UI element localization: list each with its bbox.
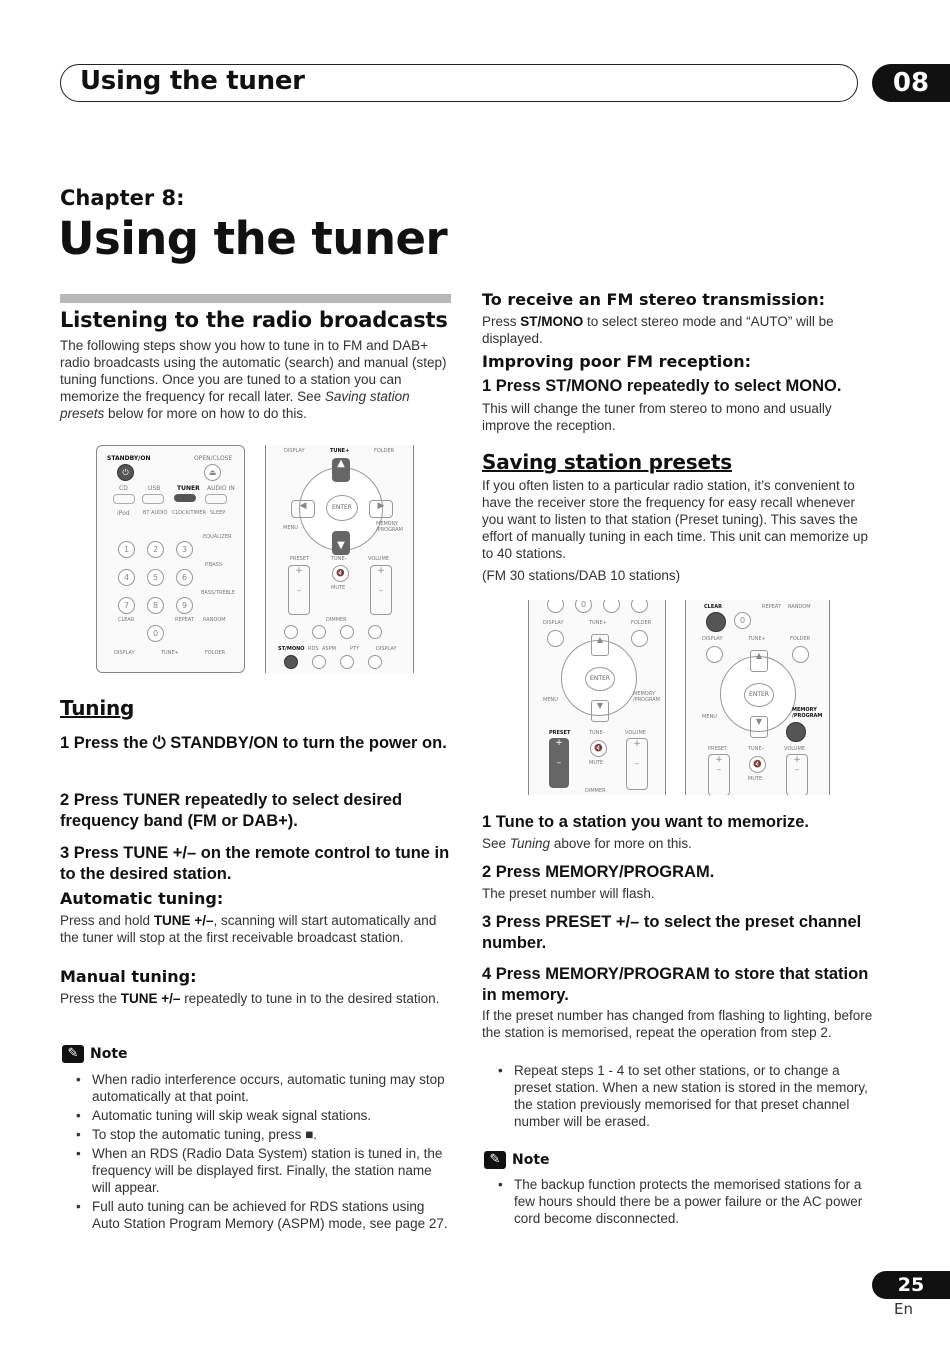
list-item: • To stop the automatic tuning, press ■. [70, 1126, 452, 1143]
poor-reception-step: 1 Press ST/MONO repeatedly to select MONO. [482, 377, 842, 395]
poor-reception-title: Improving poor FM reception: [482, 352, 752, 371]
list-item: • When radio interference occurs, automatic tuning may stop automatically at that point. [70, 1071, 452, 1105]
manual-tuning-title: Manual tuning: [60, 967, 197, 986]
auto-tuning-title: Automatic tuning: [60, 889, 224, 908]
fm-stereo-text: Press ST/MONO to select stereo mode and “AUTO” will be displayed. [482, 314, 834, 346]
section-title-presets: Saving station presets [482, 450, 732, 474]
section-divider-bar [60, 294, 451, 303]
poor-reception-text: This will change the tuner from stereo to mono and usually improve the reception. [482, 401, 832, 433]
presets-intro: If you often listen to a particular radio station, it’s convenient to have the receiver store the frequency for easy recall whenever you want to listen to that station (Preset tuning). This saves the effort of manually tuning in each time. This unit can memorize up to 40 stations. [482, 478, 868, 561]
remote-illustration-dpad: DISPLAY TUNE+ FOLDER ▲ ▼ ◀ ▶ ENTER MENU MEMORY /PROGRAM PRESET TUNE– VOLUME + – + – 🔇 MUTE DIMMER ST/MONO RDS ASPM PTY DISPLAY [265, 445, 414, 673]
power-icon: ⏻ [152, 734, 166, 752]
manual-tuning-text: Press the TUNE +/– repeatedly to tune in to the desired station. [60, 991, 440, 1006]
note-pencil-icon: ✎ [484, 1151, 506, 1169]
memory-program-button [786, 722, 806, 742]
note-list-left [70, 1071, 452, 1234]
tuning-step-3: 3 Press TUNE +/– on the remote control to tune in to the desired station. [60, 844, 450, 883]
tuning-step-2: 2 Press TUNER repeatedly to select desired frequency band (FM or DAB+). [60, 791, 403, 830]
preset-step-2: 2 Press MEMORY/PROGRAM. [482, 863, 715, 881]
note-pencil-icon: ✎ [62, 1045, 84, 1063]
list-item: • When an RDS (Radio Data System) station is tuned in, the frequency will be displayed first. Finally, the station name will appear. [70, 1145, 452, 1196]
presets-capacity: (FM 30 stations/DAB 10 stations) [482, 568, 681, 583]
chapter-title: Using the tuner [58, 212, 448, 265]
list-item: • Full auto tuning can be achieved for RDS stations using Auto Station Program Memory (ASPM) mode, see page 27. [70, 1198, 452, 1232]
preset-step-1-text: See Tuning above for more on this. [482, 836, 692, 851]
note-title-right: Note [512, 1152, 550, 1168]
preset-step-2-text: The preset number will flash. [482, 886, 655, 901]
page-number: 25 [872, 1271, 950, 1299]
remote-illustration-memory: CLEAR REPEAT RANDOM 0 DISPLAY TUNE+ FOLDER ▲ ▼ ENTER MENU MEMORY /PROGRAM PRESET TUNE– VOLUME + – + – 🔇 MUTE [685, 600, 830, 795]
standby-button: ⏻ [117, 464, 134, 481]
note-title-left: Note [90, 1046, 128, 1062]
list-item: • The backup function protects the memorised stations for a few hours should there be a power failure or the AC power cord become disconnected. [492, 1176, 874, 1227]
chapter-label: Chapter 8: [60, 186, 185, 210]
list-item: • Repeat steps 1 - 4 to set other stations, or to change a preset station. When a new station is stored in the memory, the station previously memorised for that preset channel number will be erased. [492, 1062, 874, 1130]
list-item: • Automatic tuning will skip weak signal stations. [70, 1107, 452, 1124]
page-language: En [894, 1300, 913, 1318]
fm-stereo-title: To receive an FM stereo transmission: [482, 290, 825, 309]
preset-step-4-bullets [492, 1062, 874, 1132]
tuning-step-1: 1 Press the ⏻ STANDBY/ON to turn the power on. [60, 734, 447, 752]
preset-step-4: 4 Press MEMORY/PROGRAM to store that station in memory. [482, 965, 869, 1004]
st-mono-button [284, 655, 298, 669]
preset-step-3: 3 Press PRESET +/– to select the preset channel number. [482, 913, 862, 952]
auto-tuning-text: Press and hold TUNE +/–, scanning will start automatically and the tuner will stop at the first receivable broadcast station. [60, 913, 437, 945]
section-title-tuning: Tuning [60, 696, 135, 720]
section-title-listening: Listening to the radio broadcasts [60, 308, 448, 332]
preset-step-4-text: If the preset number has changed from flashing to lighting, before the station is memorised, repeat the operation from step 2. [482, 1008, 873, 1040]
remote-illustration-preset: 0 DISPLAY TUNE+ FOLDER ▲ ▼ ENTER MENU MEMORY /PROGRAM PRESET TUNE– VOLUME + – + – 🔇 MUTE DIMMER [528, 600, 666, 795]
note-list-right [492, 1176, 874, 1229]
intro-paragraph: The following steps show you how to tune in to FM and DAB+ radio broadcasts using the automatic (search) and manual (step) tuning functions. Once you are tuned to a station you can memorize the frequency for recall later. See Saving station presets below for more on how to do this. [60, 338, 447, 421]
preset-step-1: 1 Tune to a station you want to memorize. [482, 813, 809, 831]
remote-illustration-buttons: STANDBY/ON OPEN/CLOSE ⏻ ⏏ CD USB TUNER AUDIO IN iPod BT AUDIO CLOCK/TIMER SLEEP EQUALIZER 1 2 3 P.BASS 4 5 6 BASS/TREBLE 7 8 9 CLEAR REPEAT RANDOM 0 DISPLAY TUNE+ FOLDER [96, 445, 245, 673]
clear-button [706, 612, 726, 632]
chapter-number-badge: 08 [872, 64, 950, 102]
header-title: Using the tuner [80, 66, 305, 96]
